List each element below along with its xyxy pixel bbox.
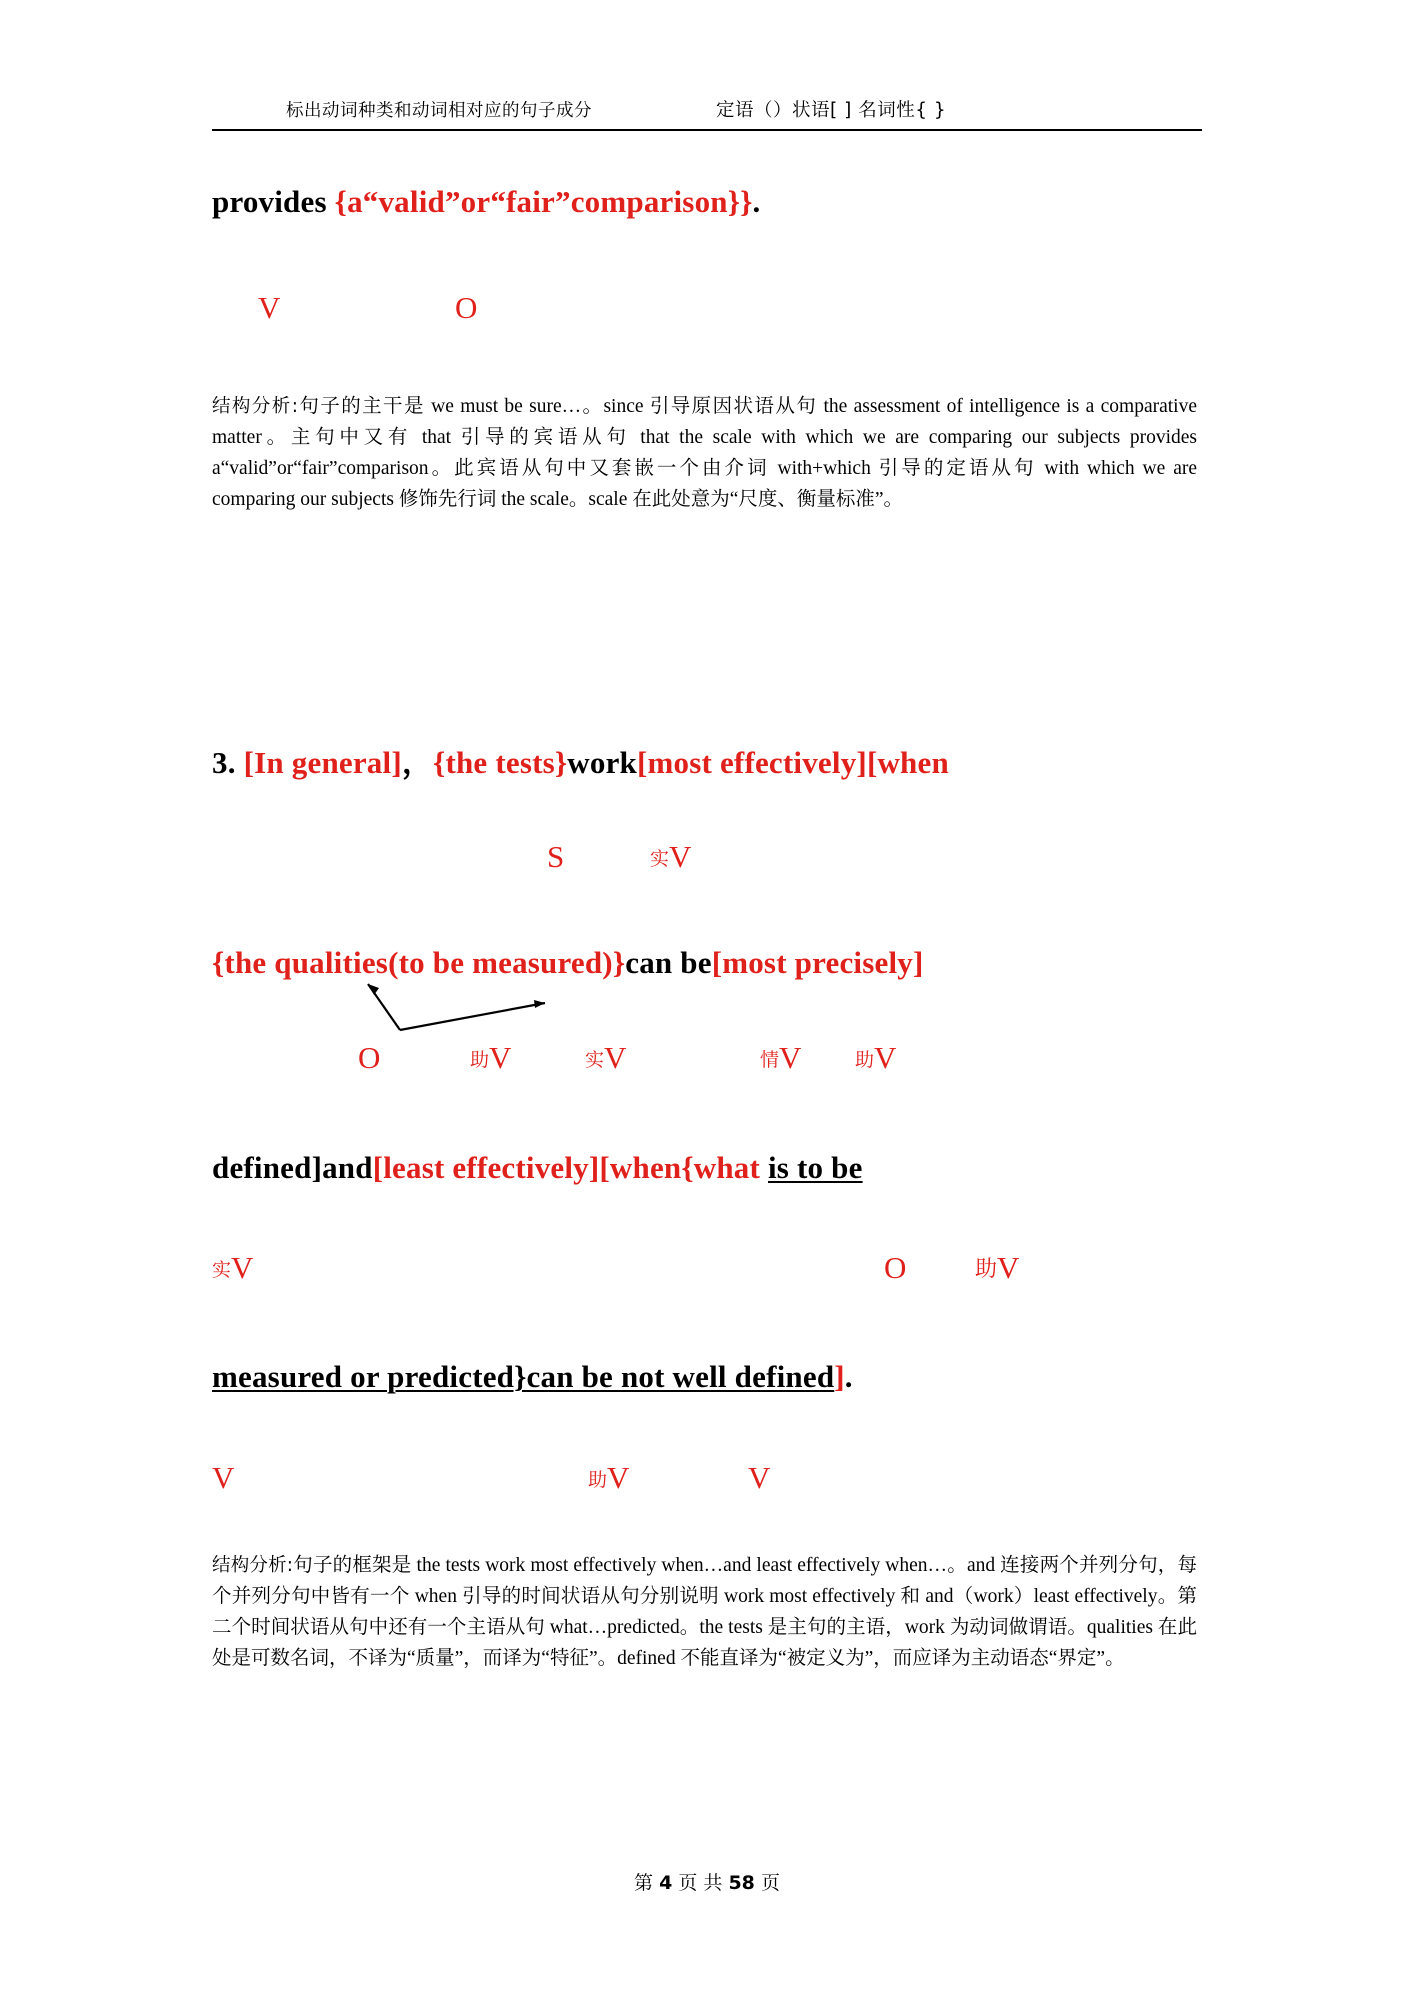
mark-shi-v-3a (650, 839, 691, 875)
sentence-3a-seg-5: [most effectively] (636, 745, 867, 780)
sentence-3a-seg-3: {the tests} (433, 745, 568, 780)
mark-cn-zhu-3b-2: 助 (855, 1049, 875, 1071)
analysis-1-text: 句子的主干是 we must be sure…。since 引导原因状语从句 the assessment of intelligence is a comparative matter。主句中又有 that 引导的宾语从句 that the scale with which we are comparing our subjects provides a“valid”or“fair”comparison。此宾语从句中又套嵌一个由介词 with+which 引导的定语从句 with which we are comparing our subjects 修饰先行词 the scale。scale 在此处意为“尺度、衡量标准”。 (212, 396, 1197, 510)
sentence-3a-seg-1: [In general] (243, 745, 402, 780)
sentence-3d-seg-4: . (844, 1359, 853, 1394)
mark-cn-shi-3b: 实 (585, 1049, 605, 1071)
mark-v-3d-2: V (607, 1460, 630, 1495)
sentence-1-seg-2: {a“valid”or“fair”comparison}} (334, 184, 753, 219)
sentence-3b-seg-3: can be (625, 945, 712, 980)
mark-v-1: V (258, 290, 281, 325)
footer-suffix: 页 (754, 1872, 780, 1894)
sentence-3b-seg-1: {the qualities (212, 945, 389, 980)
mark-v-3c-1: V (231, 1250, 254, 1285)
sentence-3a-seg-4: work (567, 745, 637, 780)
analysis-3-label: 结构分析: (212, 1555, 294, 1576)
page-header (212, 96, 1202, 131)
sentence-3d-seg-2: can be not well defined (526, 1359, 835, 1394)
header-left-text: 标出动词种类和动词相对应的句子成分 (286, 101, 592, 121)
analysis-paragraph-3 (212, 1550, 1197, 1674)
sentence-line-3b (212, 945, 924, 981)
sentence-3d-seg-1: measured or predicted} (212, 1359, 527, 1394)
mark-shi-v-3c (212, 1250, 253, 1286)
mark-v-3c-2: V (997, 1250, 1020, 1285)
mark-shi-v-3b (585, 1040, 626, 1076)
mark-zhu-v-3c (975, 1250, 1019, 1286)
sentence-3c-seg-5: {what (681, 1150, 768, 1185)
mark-o-1: O (455, 290, 478, 325)
footer-middle: 页 共 (672, 1872, 729, 1894)
footer-page-number: 4 (659, 1872, 673, 1894)
analysis-3-text: 句子的框架是 the tests work most effectively when…and least effectively when…。and 连接两个并列分句，每个并列分句中皆有一个 when 引导的时间状语从句分别说明 work most effectively 和 and（work）least effectively。第二个时间状语从句中还有一个主语从句 what…predicted。the tests 是主句的主语，work 为动词做谓语。qualities 在此处是可数名词，不译为“质量”，而译为“特征”。defined 不能直译为“被定义为”，而应译为主动语态“界定”。 (212, 1555, 1197, 1669)
header-right-text: 定语（）状语[ ] 名词性{ } (716, 100, 947, 121)
sentence-3d-seg-3: ] (834, 1359, 845, 1394)
sentence-line-3d (212, 1359, 853, 1395)
sentence-3b-seg-4: [most precisely] (711, 945, 924, 980)
sentence-3c-seg-1: defined] (212, 1150, 323, 1185)
footer-total-pages: 58 (728, 1872, 755, 1894)
mark-cn-shi-3a: 实 (650, 848, 670, 870)
mark-s-3a: S (547, 839, 565, 874)
mark-v-3b-4: V (874, 1040, 897, 1075)
item-number-3: 3. (212, 745, 244, 780)
mark-qing-v-3b (760, 1040, 801, 1076)
sentence-3c-seg-2: and (322, 1150, 373, 1185)
sentence-3a-seg-6: [when (866, 745, 949, 780)
mark-cn-zhu-3d: 助 (588, 1469, 608, 1491)
mark-cn-qing-3b: 情 (760, 1049, 780, 1071)
sentence-1-seg-3: . (752, 184, 761, 219)
sentence-3c-seg-3: [least effectively] (372, 1150, 600, 1185)
sentence-3c-seg-4: [when (599, 1150, 682, 1185)
mark-cn-zhu-3c: 助 (975, 1257, 998, 1282)
mark-v-3a: V (669, 839, 692, 874)
mark-zhu-v-3b-1 (470, 1040, 511, 1076)
mark-o-3c: O (884, 1250, 907, 1285)
analysis-paragraph-1 (212, 391, 1197, 515)
mark-cn-zhu-3b-1: 助 (470, 1049, 490, 1071)
mark-v-3b-2: V (604, 1040, 627, 1075)
mark-cn-shi-3c: 实 (212, 1259, 232, 1281)
mark-v-3d-3: V (748, 1460, 771, 1495)
sentence-3c-seg-6: is to be (767, 1150, 863, 1185)
sentence-3b-seg-2: (to be measured)} (388, 945, 626, 980)
analysis-1-label: 结构分析: (212, 396, 298, 417)
mark-v-3b-3: V (779, 1040, 802, 1075)
footer-prefix: 第 (634, 1872, 660, 1894)
sentence-3a-seg-2: ， (401, 745, 434, 780)
mark-v-3b-1: V (489, 1040, 512, 1075)
mark-o-3b: O (358, 1040, 381, 1075)
sentence-line-1 (212, 184, 761, 220)
page-footer (0, 1868, 1414, 1895)
sentence-line-3c (212, 1150, 863, 1186)
mark-zhu-v-3d (588, 1460, 629, 1496)
sentence-1-seg-1: provides (212, 184, 335, 219)
mark-zhu-v-3b-2 (855, 1040, 896, 1076)
mark-v-3d-1: V (212, 1460, 235, 1495)
sentence-line-3a (212, 737, 949, 782)
